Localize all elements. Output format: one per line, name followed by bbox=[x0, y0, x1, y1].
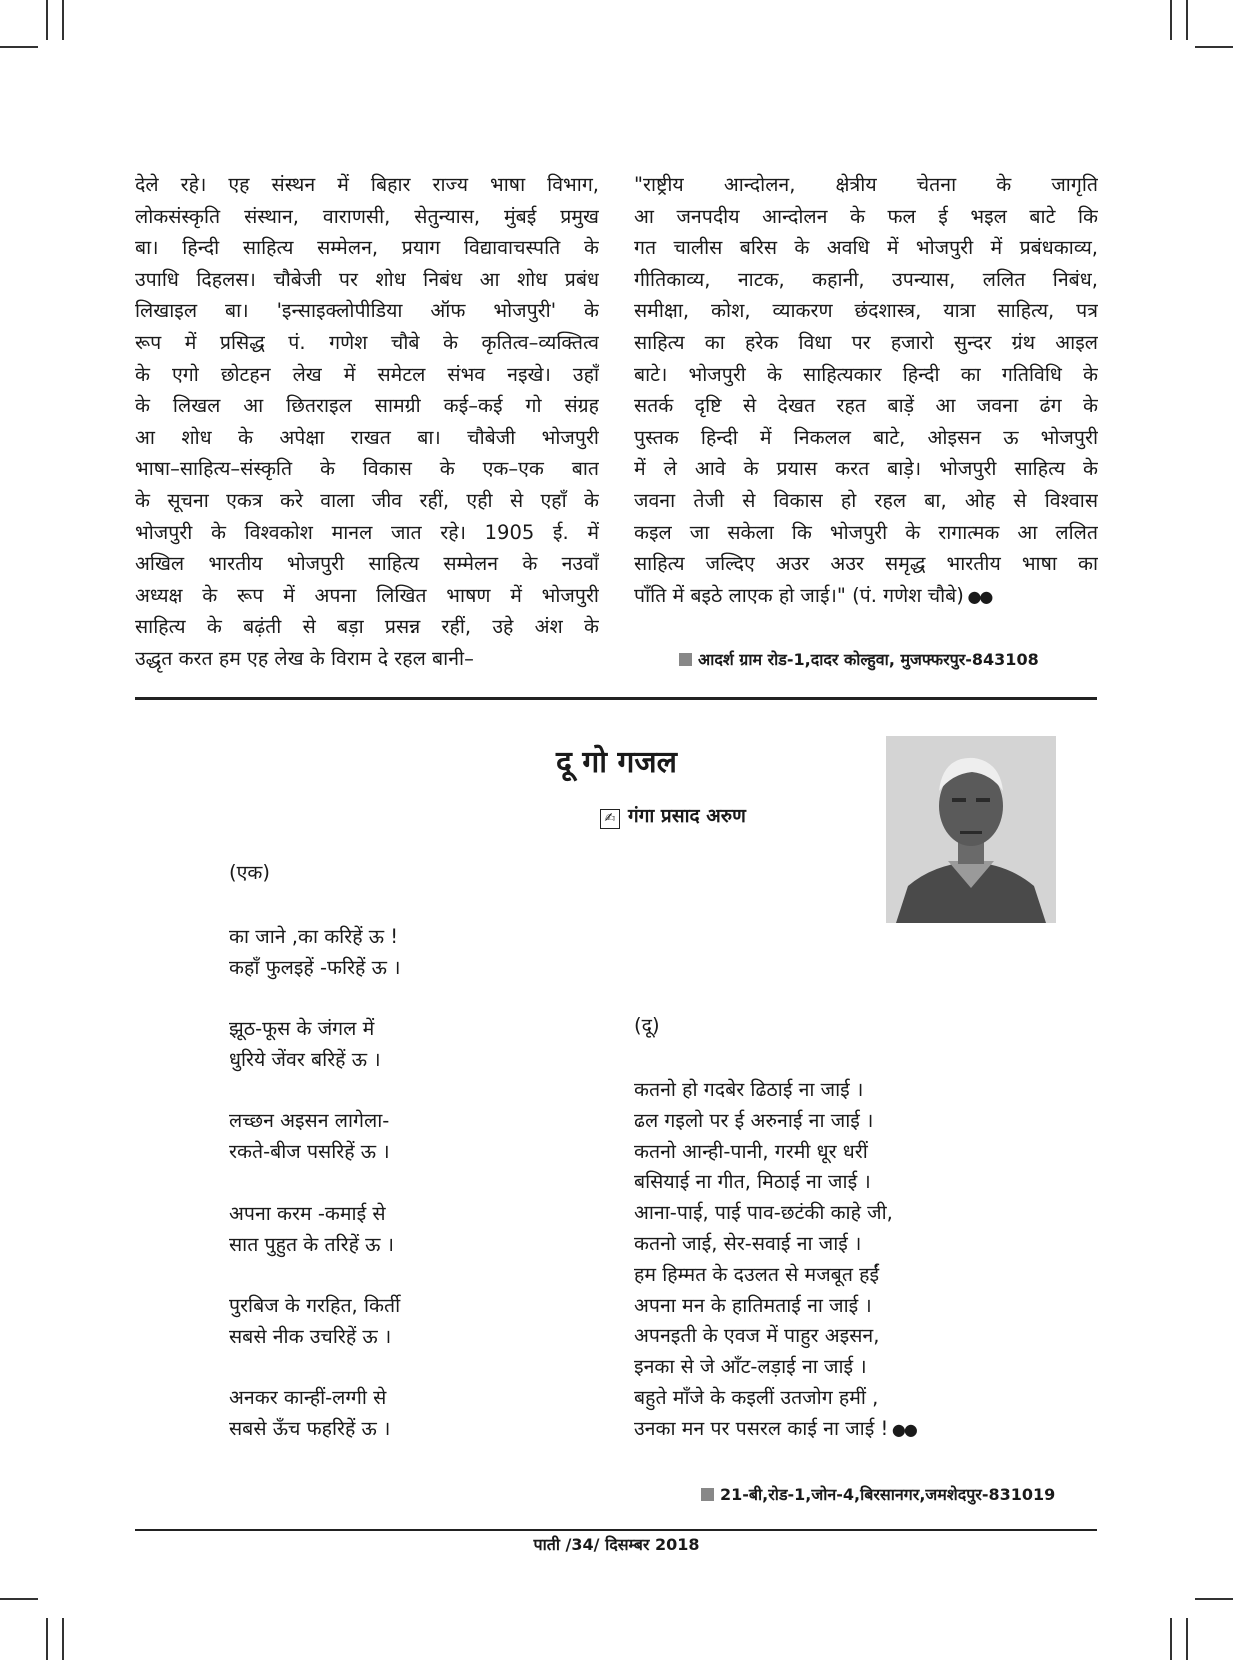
poem-line: अनकर कान्हीं-लग्गी से bbox=[229, 1386, 387, 1409]
poem-line: हम हिम्मत के दउलत से मजबूत हईं bbox=[634, 1263, 880, 1286]
end-mark: ●● bbox=[888, 1420, 916, 1439]
crop-mark bbox=[46, 1618, 48, 1660]
text-line: साहित्य के बढ़ंती से बड़ा प्रसन्न रहीं, उहे अंश के bbox=[135, 615, 599, 639]
text-line: के लिखल आ छितराइल सामग्री कई–कई गो संग्रह bbox=[135, 394, 599, 418]
text-line: लोकसंस्कृति संस्थान, वाराणसी, सेतुन्यास, मुंबई प्रमुख bbox=[135, 204, 599, 228]
crop-mark bbox=[1186, 0, 1188, 40]
portrait-image bbox=[886, 736, 1056, 923]
poem-line: रकते-बीज पसरिहें ऊ । bbox=[229, 1140, 390, 1163]
poem-line: अपनइती के एवज में पाहुर अइसन, bbox=[634, 1324, 880, 1347]
text-line: आ शोध के अपेक्षा राखत बा। चौबेजी भोजपुरी bbox=[135, 425, 599, 449]
text-line: पाँति में बइठे लाएक हो जाई।" (पं. गणेश चौबे) ●● bbox=[634, 583, 992, 607]
poem-line: उनका मन पर पसरल काई ना जाई ! ●● bbox=[634, 1417, 916, 1440]
section-divider bbox=[135, 697, 1097, 700]
text-line: गत चालीस बरिस के अवधि में भोजपुरी में प्रबंधकाव्य, bbox=[634, 236, 1098, 260]
poem-line: इनका से जे आँट-लड़ाई ना जाई । bbox=[634, 1355, 867, 1378]
text-line: जवना तेजी से विकास हो रहल बा, ओह से विश्वास bbox=[634, 488, 1098, 512]
author-address-top: आदर्श ग्राम रोड-1,दादर कोल्हुवा, मुजफ्फरपुर-843108 bbox=[679, 648, 1039, 670]
end-mark: ●● bbox=[963, 586, 992, 606]
poem-heading: (एक) bbox=[229, 861, 270, 884]
poem-heading: (दू) bbox=[634, 1014, 660, 1037]
poem-line: कतनो जाई, सेर-सवाई ना जाई । bbox=[634, 1232, 862, 1255]
text-line: साहित्य जल्दिए अउर अउर समृद्ध भारतीय भाषा का bbox=[634, 552, 1098, 576]
text-line: समीक्षा, कोश, व्याकरण छंदशास्त्र, यात्रा साहित्य, पत्र bbox=[634, 299, 1098, 323]
text-line: बाटे। भोजपुरी के साहित्यकार हिन्दी का गतिविधि के bbox=[634, 362, 1098, 386]
gazal-title: दू गो गजल bbox=[556, 745, 677, 780]
text-line: रूप में प्रसिद्ध पं. गणेश चौबे के कृतित्व–व्यक्तित्व bbox=[135, 330, 599, 354]
poem-line: कहाँ फुलइहें -फरिहें ऊ । bbox=[229, 956, 401, 979]
poem-line: सात पुहुत के तरिहें ऊ । bbox=[229, 1233, 395, 1256]
text-line: कइल जा सकेला कि भोजपुरी के रागात्मक आ ललित bbox=[634, 520, 1098, 544]
text-line: भाषा–साहित्य–संस्कृति के विकास के एक–एक बात bbox=[135, 457, 599, 481]
text-line: देले रहे। एह संस्थन में बिहार राज्य भाषा विभाग, bbox=[135, 173, 599, 196]
text-line: बा। हिन्दी साहित्य सम्मेलन, प्रयाग विद्यावाचस्पति के bbox=[135, 236, 599, 260]
article-left-column bbox=[135, 169, 599, 675]
text-line: "राष्ट्रीय आन्दोलन, क्षेत्रीय चेतना के जागृति bbox=[634, 173, 1098, 196]
text-line: लिखाइल बा। 'इन्साइक्लोपीडिया ऑफ भोजपुरी' के bbox=[135, 299, 599, 323]
poem-line: कतनो हो गदबेर ढिठाई ना जाई । bbox=[634, 1078, 864, 1101]
square-bullet-icon bbox=[679, 653, 692, 666]
footer-rule bbox=[135, 1529, 1097, 1531]
crop-mark bbox=[0, 1598, 38, 1600]
poem-line: सबसे ऊँच फहरिहें ऊ । bbox=[229, 1417, 391, 1440]
text-line: के सूचना एकत्र करे वाला जीव रहीं, एही से एहाँ के bbox=[135, 488, 599, 512]
text-line: आ जनपदीय आन्दोलन के फल ई भइल बाटे कि bbox=[634, 204, 1098, 228]
poem-line: आना-पाई, पाई पाव-छटंकी काहे जी, bbox=[634, 1201, 893, 1224]
text-line: सतर्क दृष्टि से देखत रहत बाड़ें आ जवना ढंग के bbox=[634, 394, 1098, 418]
text-line: अध्यक्ष के रूप में अपना लिखित भाषण में भोजपुरी bbox=[135, 583, 599, 607]
author-byline: ✍ गंगा प्रसाद अरुण bbox=[600, 802, 746, 829]
text-line: के एगो छोटहन लेख में समेटल संभव नइखे। उहाँ bbox=[135, 362, 599, 386]
text-line: साहित्य का हरेक विधा पर हजारो सुन्दर ग्रंथ आइल bbox=[634, 330, 1098, 354]
crop-mark bbox=[1170, 1618, 1172, 1660]
poem-line: ढल गइलो पर ई अरुनाई ना जाई । bbox=[634, 1109, 874, 1132]
text-line: अखिल भारतीय भोजपुरी साहित्य सम्मेलन के नउवाँ bbox=[135, 552, 599, 576]
author-address-bottom: 21-बी,रोड-1,जोन-4,बिरसानगर,जमशेदपुर-831019 bbox=[701, 1483, 1055, 1505]
crop-mark bbox=[1195, 46, 1233, 48]
text-line: उपाधि दिहलस। चौबेजी पर शोध निबंध आ शोध प्रबंध bbox=[135, 267, 599, 291]
text-line: में ले आवे के प्रयास करत बाड़े। भोजपुरी साहित्य के bbox=[634, 457, 1098, 481]
text-line: गीतिकाव्य, नाटक, कहानी, उपन्यास, ललित निबंध, bbox=[634, 267, 1098, 291]
crop-mark bbox=[0, 46, 38, 48]
poem-line: धुरिये जेंवर बरिहें ऊ । bbox=[229, 1048, 381, 1071]
crop-mark bbox=[62, 0, 64, 40]
poem-line: सबसे नीक उचरिहें ऊ । bbox=[229, 1325, 392, 1348]
poem-line: बसियाई ना गीत, मिठाई ना जाई । bbox=[634, 1170, 871, 1193]
square-bullet-icon bbox=[701, 1488, 714, 1501]
pen-icon: ✍ bbox=[600, 809, 620, 829]
poem-line: लच्छन अइसन लागेला- bbox=[229, 1109, 390, 1132]
crop-mark bbox=[1195, 1598, 1233, 1600]
poem-line: बहुते माँजे के कइलीं उतजोग हमीं , bbox=[634, 1386, 879, 1409]
poem-line: अपना करम -कमाई से bbox=[229, 1202, 386, 1225]
text-line: उद्धृत करत हम एह लेख के विराम दे रहल बानी– bbox=[135, 646, 474, 670]
author-photo bbox=[886, 736, 1056, 923]
crop-mark bbox=[62, 1618, 64, 1660]
article-right-column bbox=[634, 169, 1098, 612]
poem-line: कतनो आन्ही-पानी, गरमी धूर धरीं bbox=[634, 1140, 868, 1163]
page-footer: पाती /34/ दिसम्बर 2018 bbox=[533, 1535, 700, 1554]
crop-mark bbox=[46, 0, 48, 40]
text-line: भोजपुरी के विश्वकोश मानल जात रहे। 1905 ई. में bbox=[135, 520, 599, 544]
poem-line: झूठ-फूस के जंगल में bbox=[229, 1017, 375, 1040]
poem-line: का जाने ,का करिहें ऊ ! bbox=[229, 925, 399, 948]
text-line: पुस्तक हिन्दी में निकलल बाटे, ओइसन ऊ भोजपुरी bbox=[634, 425, 1098, 449]
poem-line: पुरबिज के गरहित, किर्ती bbox=[229, 1294, 401, 1317]
crop-mark bbox=[1186, 1618, 1188, 1660]
crop-mark bbox=[1170, 0, 1172, 40]
poem-line: अपना मन के हातिमताई ना जाई । bbox=[634, 1294, 872, 1317]
